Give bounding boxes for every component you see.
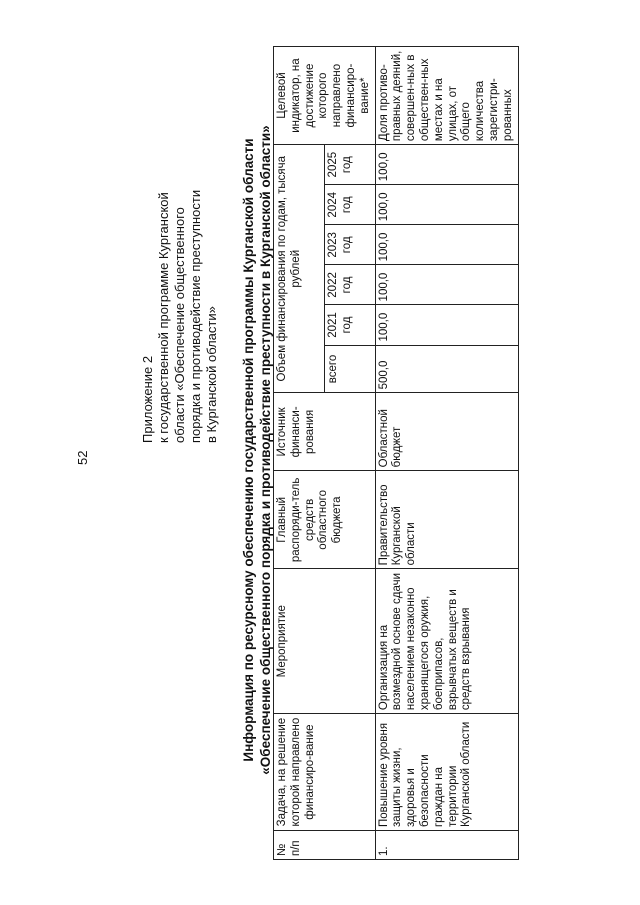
appendix-line: в Курганской области» bbox=[204, 306, 219, 443]
header-manager: Главный распоряди-тель средств областного бюджета bbox=[274, 471, 376, 569]
cell-event: Организация на возмездной основе сдачи населением незаконно хранящегося оружия, боеприпасов, взрывчатых веществ и средств взрывания bbox=[375, 569, 518, 714]
cell-2024: 100,0 bbox=[375, 185, 518, 225]
cell-num: 1. bbox=[375, 831, 518, 860]
header-volume-group: Объем финансирования по годам, тысяча рублей bbox=[274, 145, 325, 393]
header-2022: 2022 год bbox=[324, 265, 375, 305]
header-2021: 2021 год bbox=[324, 305, 375, 345]
appendix-header bbox=[140, 143, 220, 443]
header-task: Задача, на решение которой направлено финансиро-вание bbox=[274, 714, 376, 831]
header-num: № п/п bbox=[274, 831, 376, 860]
title-line-1: Информация по ресурсному обеспечению государственной программы Курганской области bbox=[241, 138, 256, 762]
appendix-line: области «Обеспечение общественного bbox=[172, 207, 187, 443]
appendix-line: к государственной программе Курганской bbox=[156, 192, 171, 443]
cell-2023: 100,0 bbox=[375, 225, 518, 265]
appendix-line: Приложение 2 bbox=[140, 355, 155, 443]
header-total: всего bbox=[324, 345, 375, 393]
cell-2021: 100,0 bbox=[375, 305, 518, 345]
header-2024: 2024 год bbox=[324, 185, 375, 225]
cell-total: 500,0 bbox=[375, 345, 518, 393]
header-2025: 2025 год bbox=[324, 145, 375, 185]
table-row bbox=[375, 47, 518, 860]
cell-task: Повышение уровня защиты жизни, здоровья и безопасности граждан на территории Курганской области bbox=[375, 714, 518, 831]
funding-table bbox=[273, 46, 519, 860]
cell-2022: 100,0 bbox=[375, 265, 518, 305]
header-source: Источник финанси-рования bbox=[274, 393, 376, 471]
cell-indicator: Доля противо-правных деяний, совершен-ных в обществен-ных местах и на улицах, от общего количества зарегистри-рованных bbox=[375, 47, 518, 145]
cell-2025: 100,0 bbox=[375, 145, 518, 185]
document-title bbox=[240, 70, 274, 830]
header-2023: 2023 год bbox=[324, 225, 375, 265]
cell-manager: Правительство Курганской области bbox=[375, 471, 518, 569]
title-line-2: «Обеспечение общественного порядка и противодействие преступности в Курганской области» bbox=[258, 125, 273, 775]
header-indicator: Целевой индикатор, на достижение которого направлено финансиро-вание* bbox=[274, 47, 376, 145]
header-row bbox=[274, 47, 325, 860]
appendix-line: порядка и противодействие преступности bbox=[188, 189, 203, 443]
cell-source: Областной бюджет bbox=[375, 393, 518, 471]
page-number: 52 bbox=[75, 450, 90, 465]
header-event: Мероприятие bbox=[274, 569, 376, 714]
